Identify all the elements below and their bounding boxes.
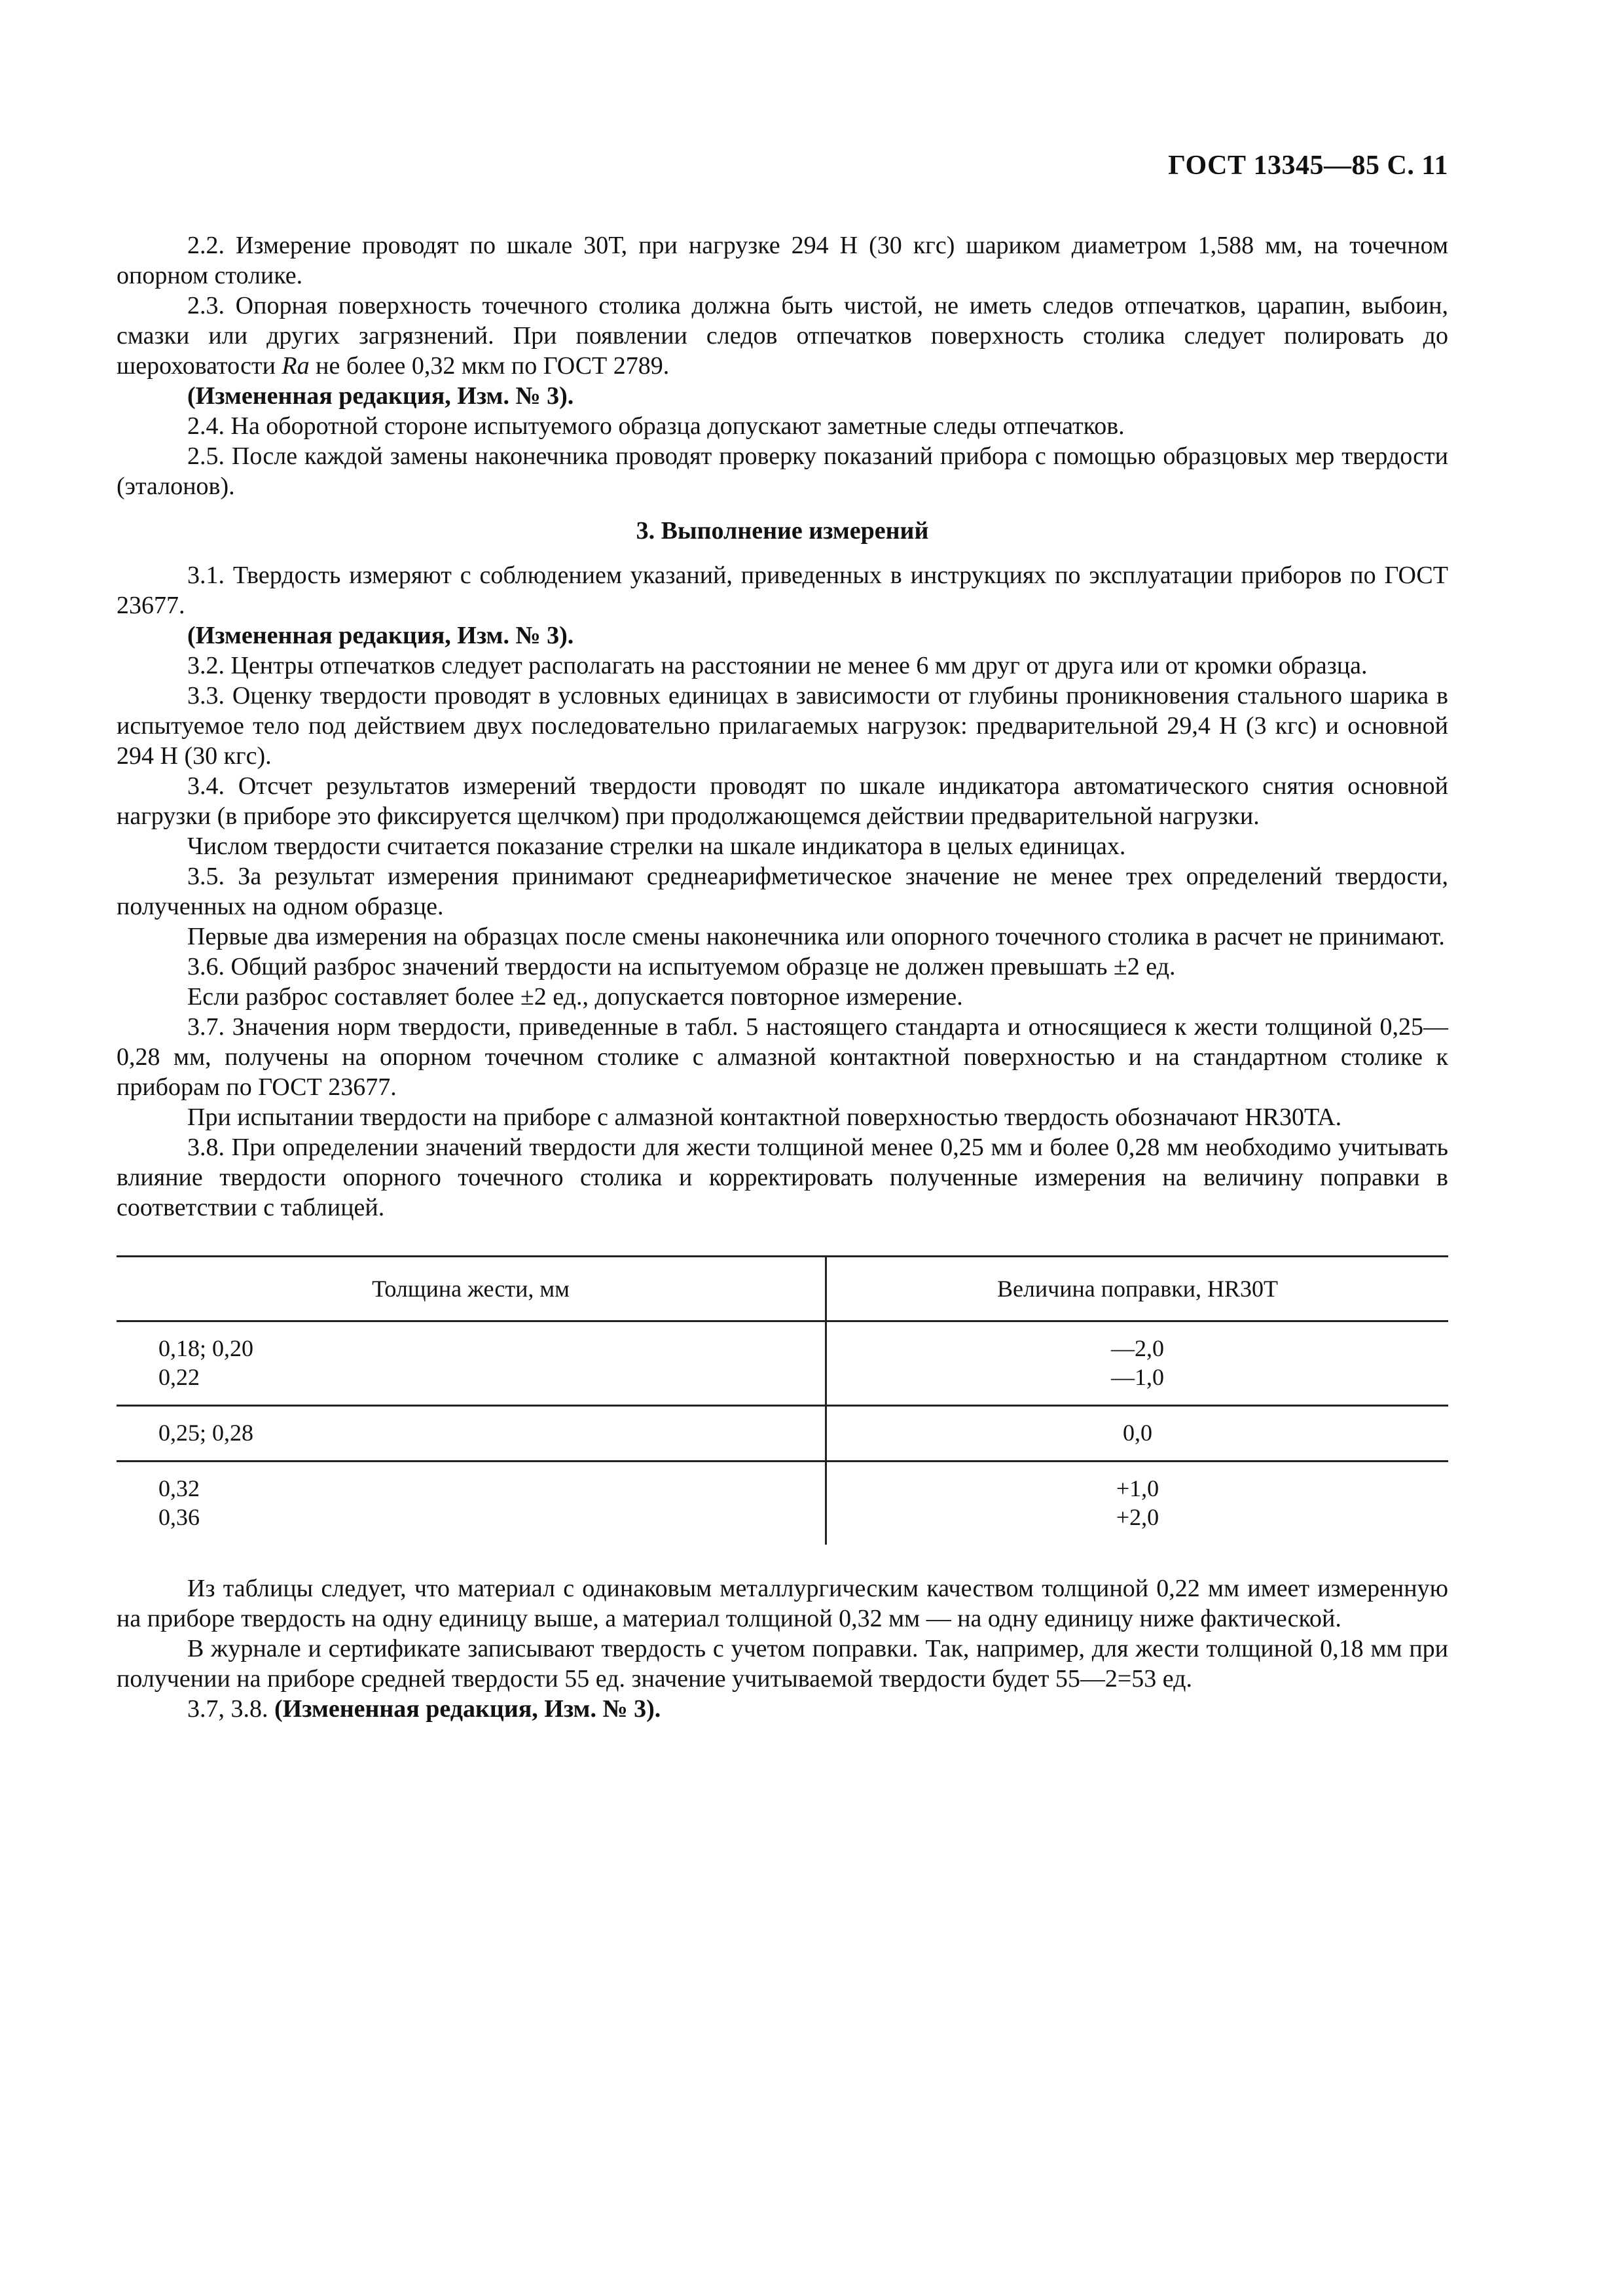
- table-row: [117, 1321, 1448, 1406]
- table-header-row: [117, 1257, 1448, 1321]
- thickness-value: 0,25; 0,28: [158, 1420, 254, 1446]
- paragraph-final-amendment: [117, 1694, 1448, 1724]
- correction-cell: [826, 1462, 1449, 1545]
- page-header: ГОСТ 13345—85 С. 11: [1168, 151, 1448, 181]
- correction-cell: [826, 1406, 1449, 1462]
- correction-value: +2,0: [1116, 1504, 1159, 1530]
- paragraph-3-1: 3.1. Твердость измеряют с соблюдением указаний, приведенных в инструкциях по эксплуатации приборов по ГОСТ 23677.: [117, 562, 1448, 619]
- thickness-value: 0,32: [158, 1475, 200, 1501]
- amendment-note: (Измененная редакция, Изм. № 3).: [274, 1695, 661, 1723]
- correction-value: +1,0: [1116, 1475, 1159, 1501]
- correction-value: 0,0: [1123, 1420, 1152, 1446]
- column-header-correction: Величина поправки, HR30T: [826, 1257, 1449, 1321]
- paragraph-2-3: [117, 291, 1448, 381]
- amendment-note: (Измененная редакция, Изм. № 3).: [187, 622, 574, 649]
- paragraph-3-7: 3.7. Значения норм твердости, приведенные в табл. 5 настоящего стандарта и относящиеся к жести толщиной 0,25—0,28 мм, получены на опорном точечном столике с алмазной контактной поверхностью и на стандартном столике к приборам по ГОСТ 23677.: [117, 1013, 1448, 1101]
- table-row: [117, 1406, 1448, 1462]
- paragraph-3-4-continued: Числом твердости считается показание стрелки на шкале индикатора в целых единицах.: [187, 833, 1126, 860]
- thickness-cell: [117, 1406, 826, 1462]
- paragraph-2-3-text-b: не более 0,32 мкм по ГОСТ 2789.: [309, 352, 670, 380]
- thickness-value: 0,22: [158, 1364, 200, 1390]
- paragraph-3-7-continued: При испытании твердости на приборе с алмазной контактной поверхностью твердость обозначают HR30TA.: [187, 1103, 1342, 1131]
- amendment-clause-ref: 3.7, 3.8.: [187, 1695, 274, 1723]
- paragraph-2-3-text-a: 2.3. Опорная поверхность точечного столика должна быть чистой, не иметь следов отпечатков, царапин, выбоин, смазки или других загрязнений. При появлении следов отпечатков поверхность столика следует полировать до шероховатости: [117, 292, 1448, 380]
- correction-cell: [826, 1321, 1449, 1406]
- amendment-note: (Измененная редакция, Изм. № 3).: [187, 382, 574, 410]
- thickness-value: 0,18; 0,20: [158, 1335, 254, 1361]
- paragraph-table-explanation: Из таблицы следует, что материал с одинаковым металлургическим качеством толщиной 0,22 мм имеет измеренную на приборе твердость на одну единицу выше, а материал толщиной 0,32 мм — на одну единицу ниже фактической.: [117, 1575, 1448, 1632]
- paragraph-3-3: 3.3. Оценку твердости проводят в условных единицах в зависимости от глубины проникновения стального шарика в испытуемое тело под действием двух последовательно прилагаемых нагрузок: предварительной 29,4 Н (3 кгс) и основной 294 Н (30 кгс).: [117, 682, 1448, 770]
- correction-table: [117, 1255, 1448, 1545]
- thickness-value: 0,36: [158, 1504, 200, 1530]
- roughness-symbol: Ra: [282, 352, 310, 380]
- paragraph-2-5: 2.5. После каждой замены наконечника проводят проверку показаний прибора с помощью образцовых мер твердости (эталонов).: [117, 442, 1448, 500]
- paragraph-3-5-continued: Первые два измерения на образцах после смены наконечника или опорного точечного столика в расчет не принимают.: [187, 923, 1445, 950]
- document-body: [117, 230, 1448, 1724]
- paragraph-3-5: 3.5. За результат измерения принимают среднеарифметическое значение не менее трех определений твердости, полученных на одном образце.: [117, 863, 1448, 920]
- section-title: 3. Выполнение измерений: [636, 517, 929, 545]
- paragraph-3-4: 3.4. Отсчет результатов измерений твердости проводят по шкале индикатора автоматического снятия основной нагрузки (в приборе это фиксируется щелчком) при продолжающемся действии предварительной нагрузки.: [117, 772, 1448, 830]
- paragraph-3-2: 3.2. Центры отпечатков следует располагать на расстоянии не менее 6 мм друг от друга или от кромки образца.: [187, 652, 1368, 679]
- column-header-thickness: Толщина жести, мм: [117, 1257, 826, 1321]
- paragraph-2-2: 2.2. Измерение проводят по шкале 30Т, при нагрузке 294 Н (30 кгс) шариком диаметром 1,588 мм, на точечном опорном столике.: [117, 232, 1448, 289]
- paragraph-3-6: 3.6. Общий разброс значений твердости на испытуемом образце не должен превышать ±2 ед.: [187, 953, 1176, 980]
- correction-value: —2,0: [1111, 1335, 1164, 1361]
- paragraph-3-8: 3.8. При определении значений твердости для жести толщиной менее 0,25 мм и более 0,28 мм необходимо учитывать влияние твердости опорного точечного столика и корректировать полученные измерения на величину поправки в соответствии с таблицей.: [117, 1134, 1448, 1221]
- thickness-cell: [117, 1462, 826, 1545]
- correction-value: —1,0: [1111, 1364, 1164, 1390]
- paragraph-2-4: 2.4. На оборотной стороне испытуемого образца допускают заметные следы отпечатков.: [187, 412, 1125, 440]
- table-row: [117, 1462, 1448, 1545]
- document-page: [117, 0, 1448, 2296]
- paragraph-certificate-note: В журнале и сертификате записывают твердость с учетом поправки. Так, например, для жести толщиной 0,18 мм при получении на приборе средней твердости 55 ед. значение учитываемой твердости будет 55—2=53 ед.: [117, 1635, 1448, 1693]
- thickness-cell: [117, 1321, 826, 1406]
- paragraph-3-6-continued: Если разброс составляет более ±2 ед., допускается повторное измерение.: [187, 983, 963, 1011]
